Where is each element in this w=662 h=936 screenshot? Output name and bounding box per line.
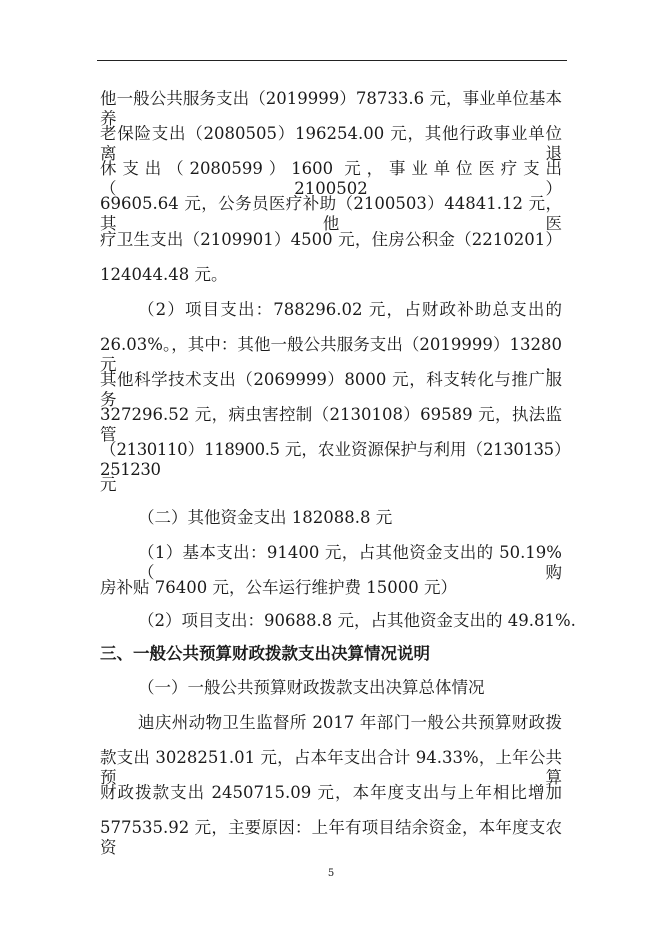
body-line: 元 <box>100 475 117 494</box>
section-subheading: （一）一般公共预算财政拨款支出决算总体情况 <box>138 678 485 697</box>
body-line: 迪庆州动物卫生监督所 2017 年部门一般公共预算财政拨 <box>138 713 562 732</box>
body-line: 26.03%。，其中：其他一般公共服务支出（2019999）13280 元， <box>100 335 562 374</box>
page-number: 5 <box>327 868 335 879</box>
body-line: 老保险支出（2080505）196254.00 元，其他行政事业单位离退 <box>100 124 562 163</box>
body-line: （1）基本支出：91400 元，占其他资金支出的 50.19%（购 <box>138 543 562 582</box>
body-line: 休支出（2080599）1600 元，事业单位医疗支出（2100502） <box>100 159 562 198</box>
header-rule <box>97 60 567 61</box>
body-line: （2130110）118900.5 元，农业资源保护与利用（2130135）251230 <box>100 440 562 479</box>
body-line: 其他科学技术支出（2069999）8000 元，科支转化与推广服务 <box>100 370 562 409</box>
body-line: 他一般公共服务支出（2019999）78733.6 元，事业单位基本养 <box>100 89 562 128</box>
body-line: 房补贴 76400 元，公车运行维护费 15000 元） <box>100 578 457 597</box>
body-line: 款支出 3028251.01 元，占本年支出合计 94.33%，上年公共预算 <box>100 748 562 787</box>
body-line: 124044.48 元。 <box>100 265 228 284</box>
body-line: 577535.92 元，主要原因：上年有项目结余资金，本年度支农资 <box>100 818 562 857</box>
body-line: （2）项目支出：90688.8 元，占其他资金支出的 49.81%. <box>138 611 576 630</box>
body-line: 69605.64 元，公务员医疗补助（2100503）44841.12 元，其他医 <box>100 194 562 233</box>
body-line: 327296.52 元，病虫害控制（2130108）69589 元，执法监管 <box>100 405 562 444</box>
section-heading: 三、一般公共预算财政拨款支出决算情况说明 <box>100 644 430 663</box>
body-line: （2）项目支出：788296.02 元，占财政补助总支出的 <box>138 300 562 319</box>
section-subheading: （二）其他资金支出 182088.8 元 <box>138 508 393 527</box>
body-line: 疗卫生支出（2109901）4500 元，住房公积金（2210201） <box>100 230 562 249</box>
body-line: 财政拨款支出 2450715.09 元，本年度支出与上年相比增加 <box>100 783 562 802</box>
